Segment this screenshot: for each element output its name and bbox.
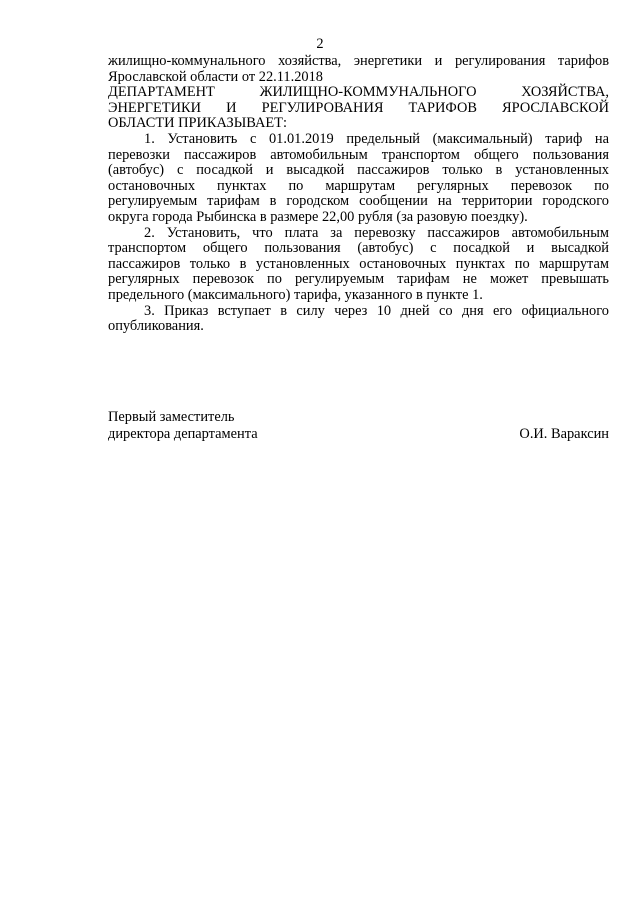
intro-paragraph [108,54,609,85]
clause-line: остановочных пунктах по маршрутам регулярных перевозок по [108,177,609,194]
clause-1 [108,132,609,226]
clause-2 [108,226,609,304]
clause-line: округа города Рыбинска в размере 22,00 рубля (за разовую поездку). [108,208,528,225]
clause-line: опубликования. [108,318,204,335]
signer-position-line2: директора департамента [108,426,258,442]
clause-line: 1. Установить с 01.01.2019 предельный (максимальный) тариф на [144,130,609,147]
page-number: 2 [316,36,324,52]
clause-line: перевозки пассажиров автомобильным транспортом общего пользования [108,146,609,163]
clause-line: регулярных перевозок по регулируемым тарифам не может превышать [108,271,609,288]
clause-line: (автобус) с посадкой и высадкой пассажиров только в установленных [108,162,609,179]
clause-line: пассажиров только в установленных остановочных пунктах по маршрутам [108,255,609,272]
clause-line: транспортом общего пользования (автобус) с посадкой и высадкой [108,240,609,257]
signature-title-row [108,409,609,426]
decree-header-line: ОБЛАСТИ ПРИКАЗЫВАЕТ: [108,115,287,132]
clause-line: регулируемым тарифам в городском сообщении на территории городского [108,193,609,210]
decree-header [108,85,609,132]
clause-3 [108,304,609,335]
decree-header-line: ДЕПАРТАМЕНТ ЖИЛИЩНО-КОММУНАЛЬНОГО ХОЗЯЙСТВА, [108,84,609,101]
intro-line: жилищно-коммунального хозяйства, энергетики и регулирования тарифов [108,53,609,69]
signature-block [108,409,609,443]
clause-line: 3. Приказ вступает в силу через 10 дней со дня его официального [144,302,609,319]
decree-header-line: ЭНЕРГЕТИКИ И РЕГУЛИРОВАНИЯ ТАРИФОВ ЯРОСЛАВСКОЙ [108,99,609,116]
intro-line: Ярославской области от 22.11.2018 [108,68,323,85]
signer-position-line1: Первый заместитель [108,409,235,425]
signer-name: О.И. Вараксин [519,426,609,442]
clause-line: 2. Установить, что плата за перевозку пассажиров автомобильным [144,224,609,241]
document-body [108,54,609,335]
clause-line: предельного (максимального) тарифа, указанного в пункте 1. [108,286,483,303]
signature-name-row [108,426,609,443]
